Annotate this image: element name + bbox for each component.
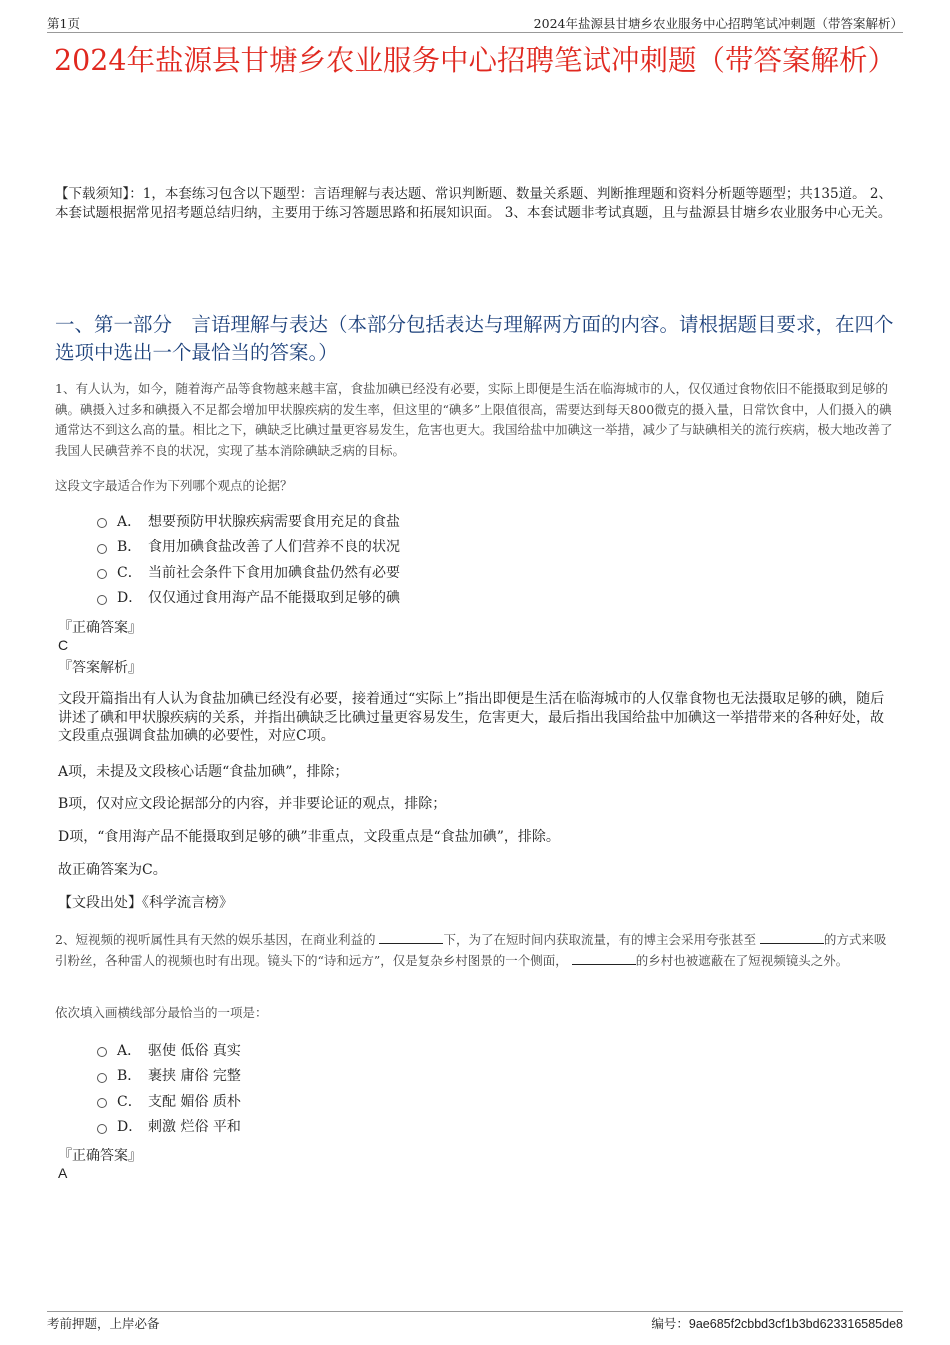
radio-icon[interactable] — [97, 1047, 107, 1057]
q1-analysis-d: D项，“食用海产品不能摄取到足够的碘”非重点，文段重点是“食盐加碘”，排除。 — [58, 829, 560, 845]
page-header — [47, 12, 903, 33]
option-text: 驱使 低俗 真实 — [148, 1042, 241, 1059]
page-title: 2024年盐源县甘塘乡农业服务中心招聘笔试冲刺题（带答案解析） — [53, 44, 897, 77]
q2-option-a[interactable]: A． 驱使 低俗 真实 — [97, 1037, 241, 1063]
fill-blank — [379, 931, 443, 944]
option-text: 想要预防甲状腺疾病需要食用充足的食盐 — [148, 513, 400, 530]
q1-analysis-b: B项，仅对应文段论据部分的内容，并非要论证的观点，排除； — [58, 796, 447, 812]
radio-icon[interactable] — [97, 569, 107, 579]
question-1-prompt: 这段文字最适合作为下列哪个观点的论据？ — [55, 478, 293, 493]
radio-icon[interactable] — [97, 595, 107, 605]
q2-answer: A — [58, 1165, 68, 1181]
q1-analysis-conclusion: 故正确答案为C。 — [58, 862, 167, 878]
q1-option-d[interactable]: D． 仅仅通过食用海产品不能摄取到足够的碘 — [97, 585, 400, 611]
download-notice: 【下载须知】：1，本套练习包含以下题型：言语理解与表达题、常识判断题、数量关系题、判断推理题和资料分析题等题型；共135道。 2、本套试题根据常见招考题总结归纳，主要用于练习答题思路和拓展知识面。 3、本套试题非考试真题，且与盐源县甘塘乡农业服务中心无关。 — [55, 186, 892, 221]
radio-icon[interactable] — [97, 1098, 107, 1108]
q1-analysis-main: 文段开篇指出有人认为食盐加碘已经没有必要，接着通过“实际上”指出即便是生活在临海城市的人仅靠食物也无法摄取足够的碘，随后讲述了碘和甲状腺疾病的关系，并指出碘缺乏比碘过量更容易发生，危害更大，最后指出我国给盐中加碘这一举措带来的各种好处，故文段重点强调食盐加碘的必要性，对应C项。 — [58, 691, 885, 744]
radio-icon[interactable] — [97, 1073, 107, 1083]
q1-answer-label: 『正确答案』 — [58, 620, 142, 636]
radio-icon[interactable] — [97, 1124, 107, 1134]
header-doc-title: 2024年盐源县甘塘乡农业服务中心招聘笔试冲刺题（带答案解析） — [533, 16, 903, 31]
q2-option-c[interactable]: C． 支配 媚俗 质朴 — [97, 1088, 241, 1114]
option-text: 刺激 烂俗 平和 — [148, 1119, 241, 1136]
q1-analysis-a: A项，未提及文段核心话题“食盐加碘”，排除； — [58, 764, 349, 780]
radio-icon[interactable] — [97, 544, 107, 554]
page-number: 第1页 — [47, 16, 80, 31]
section-title: 一、第一部分 言语理解与表达（本部分包括表达与理解两方面的内容。请根据题目要求，在四个选项中选出一个最恰当的答案。） — [55, 313, 894, 364]
q1-option-a[interactable]: A． 想要预防甲状腺疾病需要食用充足的食盐 — [97, 508, 400, 534]
page-footer — [47, 1311, 903, 1334]
question-2-options — [97, 1037, 241, 1139]
question-2-stem: 2、短视频的视听属性具有天然的娱乐基因，在商业利益的 下，为了在短时间内获取流量，有的博主会采用夸张甚至 的方式来吸引粉丝，各种雷人的视频也时有出现。镜头下的“诗和远方”，仅是复杂乡村图景的一个侧面， 的乡村也被遮蔽在了短视频镜头之外。 — [55, 932, 887, 968]
option-text: 仅仅通过食用海产品不能摄取到足够的碘 — [148, 590, 400, 607]
q1-answer: C — [58, 637, 69, 653]
option-text: 食用加碘食盐改善了人们营养不良的状况 — [148, 539, 400, 556]
q1-analysis-label: 『答案解析』 — [58, 660, 142, 676]
option-text: 当前社会条件下食用加碘食盐仍然有必要 — [148, 564, 400, 581]
question-1-options — [97, 508, 400, 610]
question-1-stem: 1、有人认为，如今，随着海产品等食物越来越丰富，食盐加碘已经没有必要，实际上即便是生活在临海城市的人，仅仅通过食物依旧不能摄取到足够的碘。碘摄入过多和碘摄入不足都会增加甲状腺疾病的发生率，但这里的“碘多”上限值很高，需要达到每天800微克的摄入量，日常饮食中，人们摄入的碘通常达不到这么高的量。相比之下，碘缺乏比碘过量更容易发生，危害也更大。我国给盐中加碘这一举措，减少了与缺碘相关的流行疾病，极大地改善了我国人民碘营养不良的状况，实现了基本消除碘缺乏病的目标。 — [55, 381, 893, 458]
q1-option-c[interactable]: C． 当前社会条件下食用加碘食盐仍然有必要 — [97, 559, 400, 585]
radio-icon[interactable] — [97, 518, 107, 528]
q2-option-d[interactable]: D． 刺激 烂俗 平和 — [97, 1114, 241, 1140]
fill-blank — [760, 931, 824, 944]
option-text: 裹挟 庸俗 完整 — [148, 1068, 241, 1085]
q1-option-b[interactable]: B． 食用加碘食盐改善了人们营养不良的状况 — [97, 534, 400, 560]
q1-source: 【文段出处】《科学流言榜》 — [58, 895, 233, 911]
question-2-prompt: 依次填入画横线部分最恰当的一项是： — [55, 1005, 268, 1020]
option-text: 支配 媚俗 质朴 — [148, 1093, 241, 1110]
footer-code: 编号：9ae685f2cbbd3cf1b3bd623316585de8 — [651, 1316, 903, 1331]
footer-slogan: 考前押题，上岸必备 — [47, 1316, 160, 1331]
q2-option-b[interactable]: B． 裹挟 庸俗 完整 — [97, 1063, 241, 1089]
q2-answer-label: 『正确答案』 — [58, 1148, 142, 1164]
fill-blank — [572, 952, 636, 965]
